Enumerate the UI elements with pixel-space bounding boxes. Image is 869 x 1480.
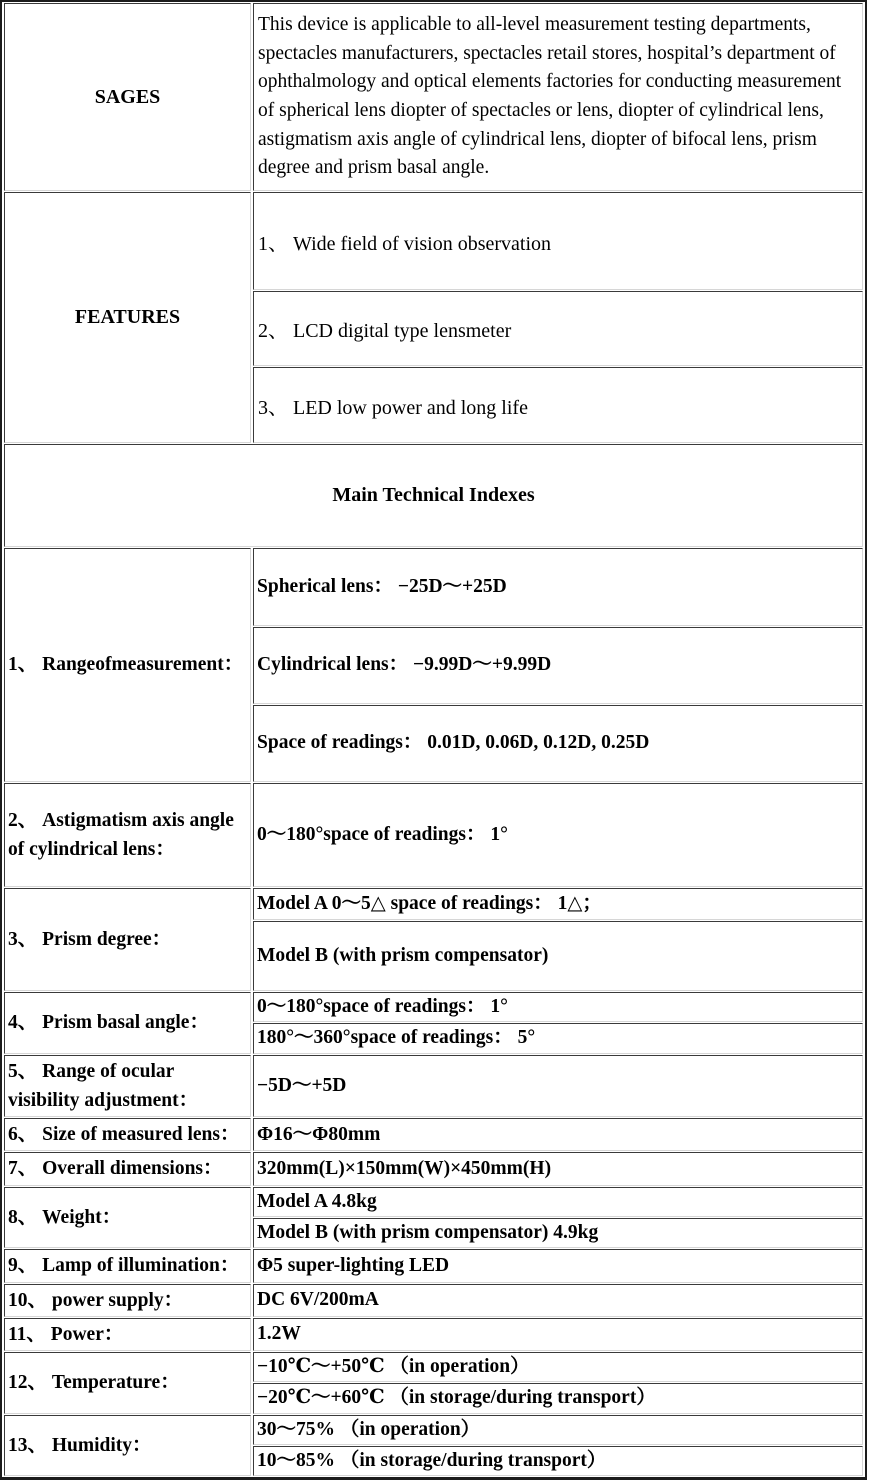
spec-value-power: 1.2W [253,1318,863,1351]
feature-item-3: 3、 LED low power and long life [253,367,863,443]
spec-value-humidity-storage: 10～85% （in storage/during transport） [253,1446,863,1476]
spec-value-prism-degree-model-b: Model B (with prism compensator) [253,921,863,991]
spec-label-prism-degree: 3、 Prism degree： [4,888,251,991]
spec-value-prism-basal-1: 0～180°space of readings： 1° [253,992,863,1022]
spec-value-prism-degree-model-a: Model A 0～5△ space of readings： 1△； [253,888,863,920]
brand-description: This device is applicable to all-level measurement testing departments, spectacles manufacturers, spectacles retail stores, hospital’s department of ophthalmology and optical elements factories for conducting measurement of spherical lens diopter of spectacles or lens, diopter of cylindrical lens, astigmatism axis angle of cylindrical lens, diopter of bifocal lens, prism degree and prism basal angle. [253,3,863,191]
spec-value-temperature-storage: −20℃～+60℃ （in storage/during transport） [253,1383,863,1413]
brand-label: SAGES [4,3,251,191]
spec-label-astigmatism-axis: 2、 Astigmatism axis angle of cylindrical lens： [4,783,251,887]
spec-label-temperature: 12、 Temperature： [4,1352,251,1414]
spec-value-weight-model-a: Model A 4.8kg [253,1187,863,1217]
spec-label-ocular-visibility: 5、 Range of ocular visibility adjustment： [4,1055,251,1118]
spec-value-space-of-readings: Space of readings： 0.01D, 0.06D, 0.12D, 0.25D [253,705,863,782]
spec-label-power: 11、 Power： [4,1318,251,1351]
spec-label-humidity: 13、 Humidity： [4,1415,251,1477]
spec-value-power-supply: DC 6V/200mA [253,1284,863,1317]
feature-item-1: 1、 Wide field of vision observation [253,192,863,290]
section-title: Main Technical Indexes [4,444,863,547]
spec-label-prism-basal-angle: 4、 Prism basal angle： [4,992,251,1054]
spec-label-power-supply: 10、 power supply： [4,1284,251,1317]
spec-value-humidity-operation: 30～75% （in operation） [253,1415,863,1445]
spec-value-spherical-lens: Spherical lens： −25D～+25D [253,548,863,626]
features-label: FEATURES [4,192,251,443]
spec-value-overall-dimensions: 320mm(L)×150mm(W)×450mm(H) [253,1152,863,1185]
spec-value-temperature-operation: −10℃～+50℃ （in operation） [253,1352,863,1382]
spec-value-weight-model-b: Model B (with prism compensator) 4.9kg [253,1218,863,1248]
spec-value-prism-basal-2: 180°～360°space of readings： 5° [253,1023,863,1053]
spec-label-overall-dimensions: 7、 Overall dimensions： [4,1152,251,1185]
spec-value-astigmatism-axis: 0～180°space of readings： 1° [253,783,863,887]
spec-label-lamp-illumination: 9、 Lamp of illumination： [4,1249,251,1282]
spec-label-size-measured-lens: 6、 Size of measured lens： [4,1118,251,1151]
spec-value-size-measured-lens: Φ16～Φ80mm [253,1118,863,1151]
spec-value-cylindrical-lens: Cylindrical lens： −9.99D～+9.99D [253,627,863,704]
feature-item-2: 2、 LCD digital type lensmeter [253,291,863,366]
spec-label-range-of-measurement: 1、 Rangeofmeasurement： [4,548,251,782]
spec-value-lamp-illumination: Φ5 super-lighting LED [253,1249,863,1282]
spec-label-weight: 8、 Weight： [4,1187,251,1249]
spec-value-ocular-visibility: −5D～+5D [253,1055,863,1118]
